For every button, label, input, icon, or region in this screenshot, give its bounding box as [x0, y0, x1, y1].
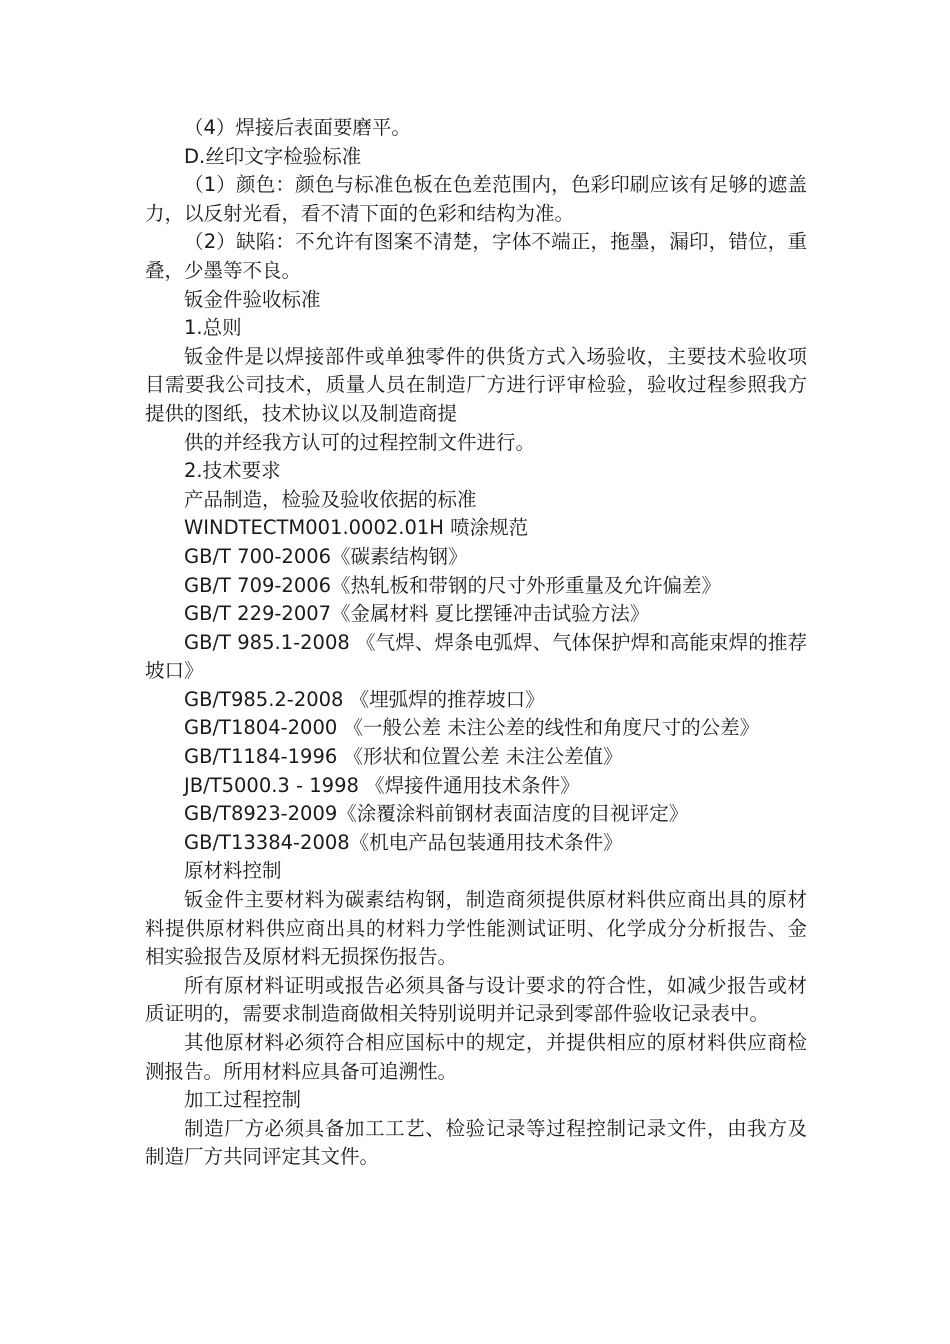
- standard-item: GB/T8923-2009《涂覆涂料前钢材表面洁度的目视评定》: [184, 802, 689, 826]
- heading-sheet-metal-acceptance: 钣金件验收标准: [184, 287, 321, 311]
- standard-item: WINDTECTM001.0002.01H 喷涂规范: [184, 516, 529, 540]
- heading-silkscreen-standard: D.丝印文字检验标准: [184, 144, 362, 168]
- paragraph-raw-material-main: 钣金件主要材料为碳素结构钢，制造商须提供原材料供应商出具的原材料提供原材料供应商出具的材料力学性能测试证明、化学成分分析报告、金相实验报告及原材料无损探伤报告。: [145, 888, 807, 969]
- standard-item: GB/T1184-1996 《形状和位置公差 未注公差值》: [184, 745, 623, 769]
- standard-item: JB/T5000.3 - 1998 《焊接件通用技术条件》: [184, 773, 580, 797]
- paragraph-general-body: 钣金件是以焊接部件或单独零件的供货方式入场验收，主要技术验收项目需要我公司技术，质量人员在制造厂方进行评审检验，验收过程参照我方提供的图纸，技术协议以及制造商提: [145, 344, 807, 425]
- paragraph-raw-material-other: 其他原材料必须符合相应国标中的规定，并提供相应的原材料供应商检测报告。所用材料应具备可追溯性。: [145, 1031, 807, 1083]
- heading-process-control: 加工过程控制: [184, 1088, 302, 1112]
- standard-item: GB/T13384-2008《机电产品包装通用技术条件》: [184, 830, 623, 854]
- standard-item: GB/T 985.1-2008 《气焊、焊条电弧焊、气体保护焊和高能束焊的推荐坡口》: [145, 630, 807, 683]
- paragraph-standards-intro: 产品制造，检验及验收依据的标准: [184, 487, 477, 511]
- heading-technical-requirements: 2.技术要求: [184, 459, 281, 483]
- paragraph-weld-surface: （4）焊接后表面要磨平。: [184, 116, 411, 139]
- standard-item: GB/T 709-2006《热轧板和带钢的尺寸外形重量及允许偏差》: [184, 573, 722, 597]
- paragraph-defects: （2）缺陷：不允许有图案不清楚，字体不端正，拖墨，漏印，错位，重叠，少墨等不良。: [145, 230, 807, 282]
- paragraph-general-continuation: 供的并经我方认可的过程控制文件进行。: [184, 430, 536, 454]
- standard-item: GB/T 700-2006《碳素结构钢》: [184, 544, 468, 568]
- paragraph-process-control: 制造厂方必须具备加工工艺、检验记录等过程控制记录文件，由我方及制造厂方共同评定其文件。: [145, 1116, 807, 1169]
- paragraph-raw-material-certificates: 所有原材料证明或报告必须具备与设计要求的符合性，如减少报告或材质证明的，需要求制造商做相关特别说明并记录到零部件验收记录表中。: [145, 973, 807, 1026]
- heading-general: 1.总则: [184, 316, 242, 340]
- paragraph-color: （1）颜色：颜色与标准色板在色差范围内，色彩印刷应该有足够的遮盖力，以反射光看，看不清下面的色彩和结构为准。: [145, 173, 807, 225]
- standard-item: GB/T 229-2007《金属材料 夏比摆锤冲击试验方法》: [184, 602, 650, 626]
- heading-raw-material-control: 原材料控制: [184, 859, 282, 883]
- standard-item: GB/T1804-2000 《一般公差 未注公差的线性和角度尺寸的公差》: [184, 716, 760, 740]
- standard-item: GB/T985.2-2008 《埋弧焊的推荐坡口》: [184, 687, 545, 711]
- document-page: [145, 114, 807, 1172]
